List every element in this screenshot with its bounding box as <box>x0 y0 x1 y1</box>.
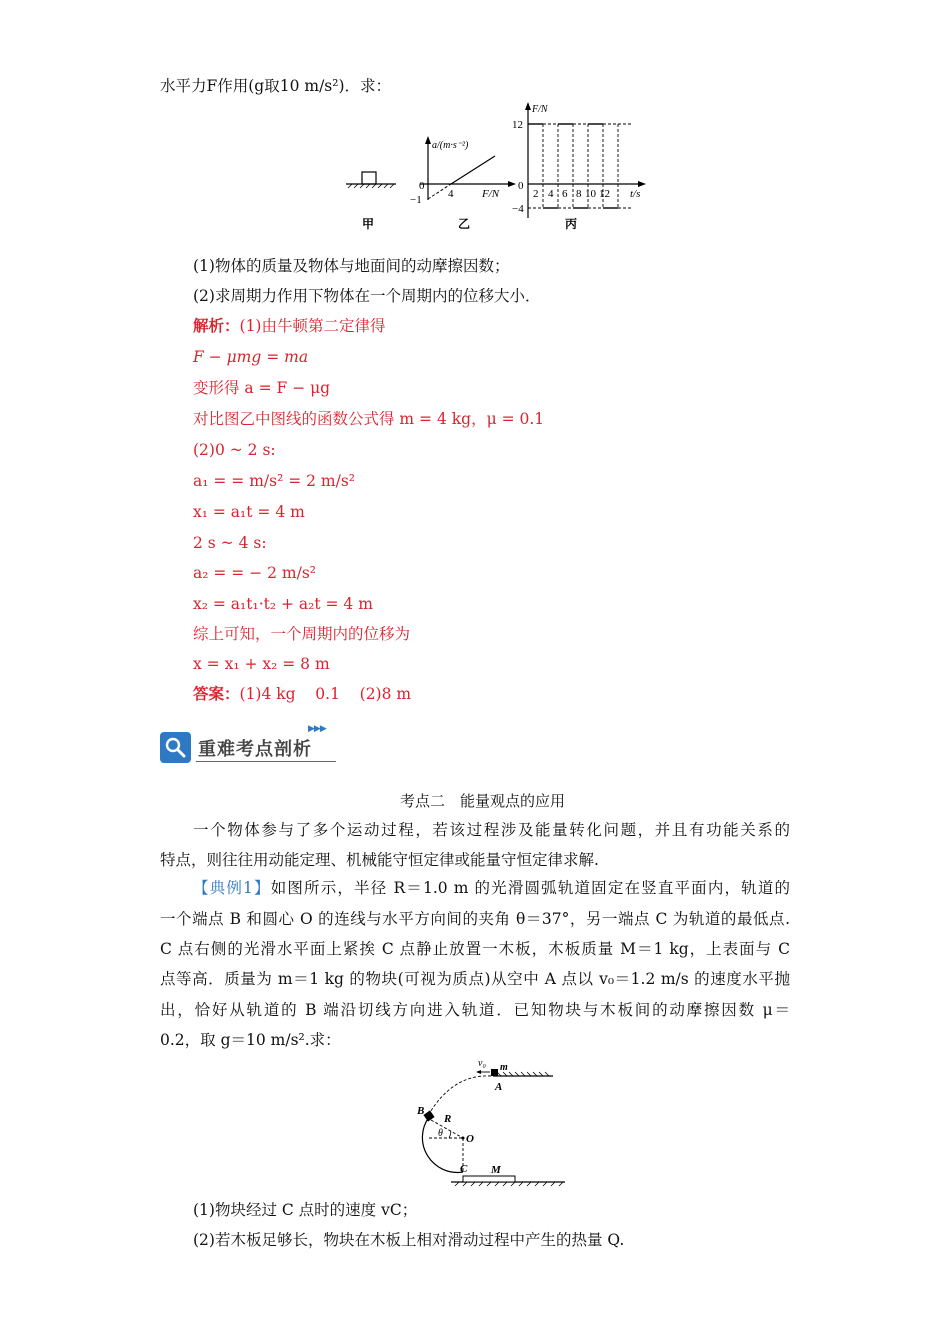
graph-c-xtick: 10 <box>585 188 596 200</box>
label-M: M <box>491 1164 501 1176</box>
answer-heading: 答案： <box>193 684 240 703</box>
analysis-heading: 解析： <box>193 316 240 335</box>
example-line: 0.2，取 g＝10 m/s².求： <box>160 1031 341 1049</box>
section-banner <box>160 724 340 764</box>
magnifier-icon <box>160 732 191 763</box>
analysis-line: 对比图乙中图线的函数公式得 m = 4 kg，μ = 0.1 <box>193 410 545 428</box>
example-line <box>193 878 790 898</box>
graph-b-xlabel: F/N <box>482 188 500 200</box>
section-title: 考点二 能量观点的应用 <box>400 792 566 810</box>
graph-c-ybottom: −4 <box>512 203 524 215</box>
analysis-line: F − μmg = ma <box>193 348 309 366</box>
graph-c-xtick: 8 <box>576 188 582 200</box>
question-2-2: (2)若木板足够长，物块在木板上相对滑动过程中产生的热量 Q. <box>193 1231 625 1249</box>
graph-c-xtick: 2 <box>533 188 539 200</box>
analysis-line: x₂ = a₁t₁·t₂ + a₂t = 4 m <box>193 595 373 613</box>
answer-line <box>193 684 411 704</box>
label-O: O <box>466 1133 474 1145</box>
graph-c-xtick: 6 <box>562 188 568 200</box>
graph-b-xtick: 4 <box>448 188 454 200</box>
example-line: C 点右侧的光滑水平面上紧挨 C 点静止放置一木板，木板质量 M＝1 kg，上表面与 C <box>160 940 790 958</box>
graph-b-ytick: −1 <box>410 194 422 206</box>
question-2: (2)求周期力作用下物体在一个周期内的位移大小． <box>193 287 541 305</box>
graph-force-time <box>512 102 646 218</box>
figure-label-jia: 甲 <box>362 217 375 230</box>
figure-circular-track <box>405 1054 575 1190</box>
analysis-line: 变形得 a = F − μg <box>193 379 331 397</box>
graph-b-origin: 0 <box>419 180 425 192</box>
banner-underline <box>196 761 336 762</box>
example-line: 出，恰好从轨道的 B 端沿切线方向进入轨道．已知物块与木板间的动摩擦因数 μ＝ <box>160 1001 790 1019</box>
graph-c-ytop: 12 <box>512 119 523 131</box>
example-line: 一个端点 B 和圆心 O 的连线与水平方向间的夹角 θ＝37°，另一端点 C 为轨道的最低点. <box>160 910 790 928</box>
analysis-line: a₁ = = m/s² = 2 m/s² <box>193 472 356 490</box>
graph-c-xtick: 12 <box>599 188 610 200</box>
analysis-line: a₂ = = − 2 m/s² <box>193 564 317 582</box>
label-A: A <box>495 1081 503 1093</box>
label-B: B <box>417 1105 425 1117</box>
question-2-1: (1)物块经过 C 点时的速度 vC； <box>193 1201 418 1219</box>
graph-b-ylabel: a/(m·s⁻²) <box>432 140 469 151</box>
label-m: m <box>500 1062 508 1073</box>
label-v0: v₀ <box>478 1058 486 1069</box>
figure-label-yi: 乙 <box>458 217 471 230</box>
label-theta: θ <box>438 1128 443 1139</box>
figure-force-graphs <box>340 100 660 230</box>
example-text: 如图所示，半径 R＝1.0 m 的光滑圆弧轨道固定在竖直平面内，轨道的 <box>270 879 790 897</box>
question-1: (1)物体的质量及物体与地面间的动摩擦因数； <box>193 257 510 275</box>
section-intro-line: 特点，则往往用动能定理、机械能守恒定律或能量守恒定律求解. <box>160 851 599 869</box>
analysis-line: x₁ = a₁t = 4 m <box>193 503 305 521</box>
label-C: C <box>460 1163 468 1175</box>
intro-line: 水平力F作用(g取10 m/s²)．求： <box>160 77 392 95</box>
analysis-line: x = x₁ + x₂ = 8 m <box>193 655 330 673</box>
answer-text: (1)4 kg 0.1 (2)8 m <box>239 685 412 703</box>
figure-label-bing: 丙 <box>565 217 578 230</box>
banner-title: 重难考点剖析 <box>198 739 312 760</box>
analysis-line: 2 s ~ 4 s: <box>193 534 267 552</box>
example-line: 点等高．质量为 m＝1 kg 的物块(可视为质点)从空中 A 点以 v₀＝1.2 m/s 的速度水平抛 <box>160 970 790 988</box>
analysis-line: (2)0 ~ 2 s: <box>193 441 276 459</box>
label-R: R <box>444 1113 452 1125</box>
analysis-line <box>193 316 385 336</box>
graph-c-origin: 0 <box>518 180 524 192</box>
diagram-block-on-ground <box>346 172 396 188</box>
banner-arrows-icon: ▶▶▶ <box>308 724 326 734</box>
graph-c-xlabel: t/s <box>630 188 641 200</box>
graph-acceleration-force <box>410 136 516 206</box>
analysis-line: 综上可知，一个周期内的位移为 <box>193 625 411 643</box>
example-tag: 【典例1】 <box>193 879 271 897</box>
analysis-text: (1)由牛顿第二定律得 <box>239 317 386 335</box>
graph-c-ylabel: F/N <box>532 104 548 115</box>
section-intro-line: 一个物体参与了多个运动过程，若该过程涉及能量转化问题，并且有功能关系的 <box>193 821 790 839</box>
graph-c-xtick: 4 <box>548 188 554 200</box>
